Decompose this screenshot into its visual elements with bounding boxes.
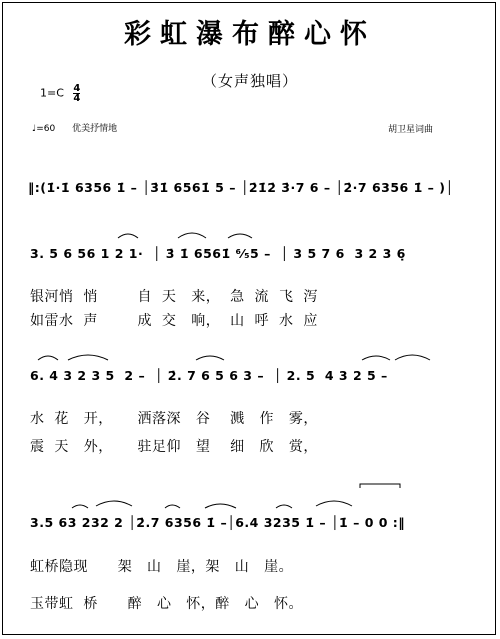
slur-mark (196, 356, 224, 360)
composer-credit: 胡卫星词曲 (388, 125, 434, 135)
slur-mark (228, 234, 252, 238)
expression-mark: 优美抒情地 (72, 124, 118, 134)
slur-mark (178, 233, 206, 238)
slur-mark (96, 501, 132, 506)
song-title: 彩虹瀑布醉心怀 (124, 19, 376, 50)
slur-mark (72, 505, 88, 508)
score-row-notes: 6. 4 3 2 3 5 2 – │ 2̇. 7 6 5 6 3 – │ 2. 5 4 3 2 5 – (30, 368, 388, 383)
volta-bracket (360, 484, 400, 488)
slur-mark (205, 504, 236, 508)
lyric-verse1-line3: 虹桥隐现 架 山 崖，架 山 崖。 (30, 559, 294, 575)
slur-mark (395, 355, 430, 360)
score-row-notes: ‖:(1̇·1̇ 6356 1̇ – │3̇1̇ 6561̇ 5 – │2̇1̇2̇ 3̇·7 6 – │2̇·7 6356 1̇ – )│ (28, 180, 454, 195)
tempo-mark: ♩=60 (32, 124, 56, 134)
slur-mark (38, 356, 58, 360)
time-signature-numerator: 4 (73, 83, 81, 94)
slur-mark (118, 234, 138, 238)
lyric-verse2-line2: 震 天 外， 驻足仰 望 细 欣 赏， (30, 439, 318, 455)
song-subtitle: （女声独唱） (201, 72, 298, 90)
slur-mark (362, 356, 390, 360)
lyric-verse2-line1: 如雷水 声 成 交 响， 山 呼 水 应 (30, 313, 318, 329)
key-label: 1=C (40, 86, 64, 100)
score-row-notes: 3.5 63 232 2 │2̇.7 6356 1̇ –│6.4 3235 1̇ – │1̇ – 0 0 :‖ (30, 515, 406, 530)
slur-mark (165, 505, 180, 508)
slur-mark (276, 505, 292, 508)
lyric-verse2-line3: 玉带虹 桥 醉 心 怀，醉 心 怀。 (30, 596, 304, 612)
time-signature-denominator: 4 (73, 93, 81, 104)
score-row-notes: 3. 5 6 56 1 2 1· │ 3̇ 1̇ 6561̇ ⁶⁄₅5 – │ 3 5 7 6 3 2 3 6̣ (30, 246, 406, 261)
slur-mark (68, 355, 108, 360)
slur-mark (316, 501, 352, 506)
lyric-verse1-line1: 银河悄 悄 自 天 来， 急 流 飞 泻 (30, 289, 318, 305)
lyric-verse1-line2: 水 花 开， 洒落深 谷 溅 作 雾， (30, 411, 318, 427)
